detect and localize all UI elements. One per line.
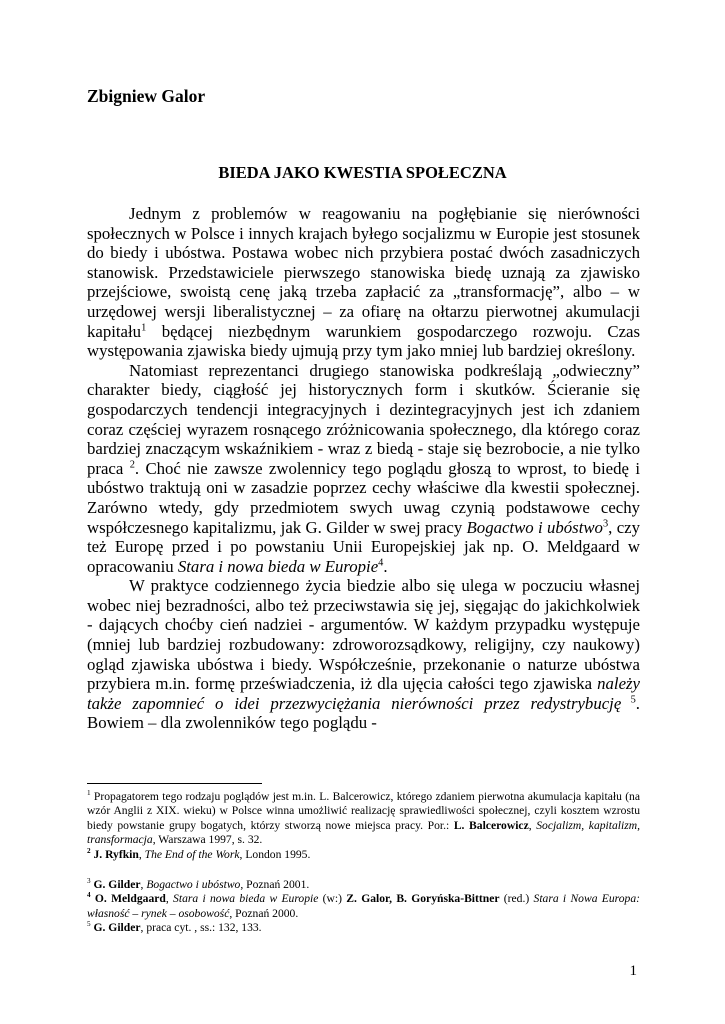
footnote-ref-5[interactable]: 5 <box>621 694 636 706</box>
footnote-3-number: 3 <box>87 877 91 886</box>
footnote-4-editors: Z. Galor, B. Goryńska-Bittner <box>346 892 500 906</box>
footnote-4-work: Stara i nowa bieda w Europie <box>173 892 319 906</box>
footnote-4-work2: Stara i Nowa Europa: własność – rynek – osobowość <box>87 892 641 920</box>
p1-text-b: będącej niezbędnym warunkiem gospodarczego rozwoju. Czas występowania zjawiska biedy ujmują przy tym jako mniej lub bardziej określony. <box>87 321 640 361</box>
footnote-4-author: O. Meldgaard <box>90 892 166 906</box>
footnote-4 <box>87 892 640 921</box>
paragraph-3 <box>87 576 640 733</box>
footnote-4-number: 4 <box>87 891 91 900</box>
footnote-1-rest: , Warszawa 1997, s. 32. <box>152 833 263 847</box>
footnote-3-author: G. Gilder <box>90 878 141 892</box>
author-name: Zbigniew Galor <box>87 86 206 106</box>
footnote-ref-2[interactable]: 2 <box>129 459 135 471</box>
footnote-5-author: G. Gilder <box>90 921 141 935</box>
footnote-5 <box>87 921 640 935</box>
footnote-divider <box>87 783 262 784</box>
paragraph-1 <box>87 204 640 361</box>
document-title: BIEDA JAKO KWESTIA SPOŁECZNA <box>218 163 507 182</box>
page-number: 1 <box>629 963 637 979</box>
footnote-1-work: Socjalizm, kapitalizm, transformacja <box>87 818 640 847</box>
footnote-3-work: Bogactwo i ubóstwo <box>146 878 241 892</box>
footnote-4-red: (red.) <box>499 892 534 906</box>
footnote-2 <box>87 848 640 862</box>
footnote-5-number: 5 <box>87 920 91 929</box>
book-title-meldgaard: Stara i nowa bieda w Europie <box>177 556 379 576</box>
footnote-ref-4[interactable]: 4 <box>378 557 384 569</box>
p2-text-c: , czy też Europę przed i po powstaniu Unii Europejskiej jak np. O. Meldgaard w opracowaniu <box>87 517 640 576</box>
main-text <box>87 204 640 733</box>
footnote-3 <box>87 878 640 892</box>
paragraph-2 <box>87 361 640 577</box>
footnote-4-sep: , <box>165 892 174 906</box>
p3-text-a: W praktyce codziennego życia biedzie albo się ulega w poczuciu własnej wobec niej bezradności, albo też przeciwstawia się jej, sięgając do jakichkolwiek - dających choćby cień nadziei - argumentów. W każdym przypadku występuje (mniej lub bardziej rozbudowany: zdroworozsądkowy, religijny, czy naukowy) ogląd zjawiska ubóstwa i biedy. Współcześnie, przekonanie o naturze ubóstwa przybiera m.in. formę przeświadczenia, iż dla ujęcia całości tego zjawiska <box>87 576 640 694</box>
p2-text-a: Natomiast reprezentanci drugiego stanowiska podkreślają „odwieczny” charakter biedy, ciągłość jej historycznych form i skutków. Ścieranie się gospodarczych tendencji integracyjnych i dezintegracyjnych jest ich zdaniem coraz częściej wyrazem rosnącego zróżnicowania społecznego, dla którego coraz bardziej znaczącym wskaźnikiem - wraz z biedą - staje się bezrobocie, a nie tylko praca <box>87 360 640 478</box>
footnote-ref-3[interactable]: 3 <box>602 517 609 529</box>
footnote-2-author: J. Ryfkin <box>90 847 139 861</box>
footnote-3-rest: , Poznań 2001. <box>240 878 310 892</box>
footnote-4-rest: , Poznań 2000. <box>229 906 299 920</box>
footnote-1-author: L. Balcerowicz <box>453 818 529 832</box>
p3-text-b: . Bowiem – dla zwolenników tego poglądu - <box>87 693 640 733</box>
footnote-ref-1[interactable]: 1 <box>141 321 147 333</box>
p1-text-a: Jednym z problemów w reagowaniu na pogłębianie się nierówności społecznych w Polsce i innych krajach byłego socjalizmu w Europie jest stosunek do biedy i ubóstwa. Postawa wobec nich przybiera postać dwóch zasadniczych stanowisk. Przedstawiciele pierwszego stanowiska biedę uznają za zjawisko przejściowe, swoistą cenę jaką trzeba zapłacić za „transformację”, albo – w urzędowej wersji liberalistycznej – za ofiarę na ołtarzu pierwotnej akumulacji kapitału <box>87 204 640 341</box>
footnote-2-sep: , <box>138 847 145 861</box>
footnote-4-mid: (w:) <box>318 892 347 906</box>
footnote-2-number: 2 <box>87 846 91 855</box>
footnote-1-sep: , <box>528 818 537 832</box>
p2-text-d: . <box>383 556 388 576</box>
book-title-gilder: Bogactwo i ubóstwo <box>466 517 603 537</box>
footnote-5-rest: , praca cyt. , ss.: 132, 133. <box>140 921 262 935</box>
footnote-1-text: Propagatorem tego rodzaju poglądów jest m.in. L. Balcerowicz, którego zdaniem pierwotna akumulacja kapitału (na wzór Anglii z XIX. wieku) w Polsce winna umożliwić realizację sprawiedliwości społecznej, czyli kosztem wzrostu biedy powstanie grupy bogatych, którzy stworzą nowe miejsca pracy. Por.: <box>87 790 640 832</box>
footnote-2-rest: , London 1995. <box>239 847 311 861</box>
p2-text-b: . Choć nie zawsze zwolennicy tego poglądu głoszą to wprost, to biedę i ubóstwo traktują oni w zasadzie poprzez cechy właściwe dla kwestii społecznej. Zarówno wtedy, gdy przedmiotem swych uwag czynią podstawowe cechy współczesnego kapitalizmu, jak G. Gilder w swej pracy <box>87 458 640 537</box>
footnote-1 <box>87 790 640 848</box>
footnote-2-work: The End of the Work <box>144 847 240 861</box>
footnote-3-sep: , <box>140 878 147 892</box>
footnotes <box>87 790 640 936</box>
footnote-1-number: 1 <box>87 789 91 798</box>
p3-emphasis: należy także zapomnieć o idei przezwyciężania nierówności przez redystrybucję <box>87 674 640 713</box>
